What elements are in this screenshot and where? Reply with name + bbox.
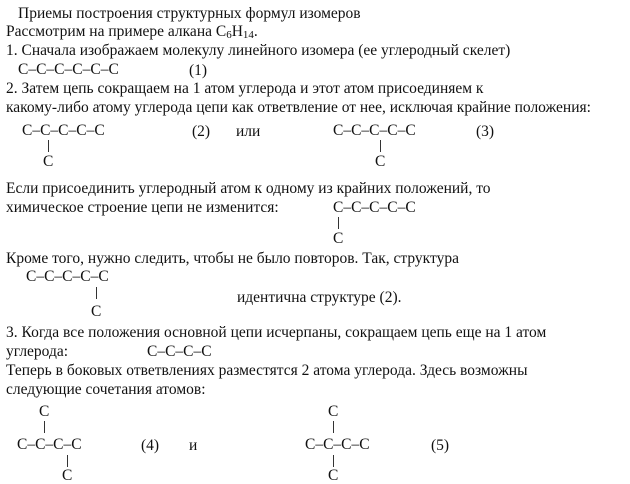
or-word: или bbox=[236, 123, 261, 140]
branch-3: C bbox=[375, 153, 386, 170]
chain-end-position: C–C–C–C–C bbox=[333, 199, 416, 216]
structure5-bond-top bbox=[333, 421, 334, 433]
intro-line bbox=[6, 24, 258, 41]
document-title: Приемы построения структурных формул изомеров bbox=[18, 5, 361, 22]
alkane-formula: $C_6H_{14}$. bbox=[215, 23, 258, 41]
repeat-line: Кроме того, нужно следить, чтобы не было повторов. Так, структура bbox=[6, 250, 459, 267]
identical-note: идентична структуре (2). bbox=[237, 289, 402, 306]
structure5-chain: C–C–C–C bbox=[305, 436, 370, 453]
chain-repeat: C–C–C–C–C bbox=[26, 268, 109, 285]
branch-bond-2 bbox=[48, 140, 49, 152]
formula-number-5: (5) bbox=[431, 437, 450, 454]
chain-1: C–C–C–C–C–C bbox=[18, 61, 119, 78]
branch-bond-repeat bbox=[96, 287, 97, 299]
end-position-line2: химическое строение цепи не изменится: bbox=[6, 199, 279, 216]
step3-line2: углерода: bbox=[6, 343, 69, 360]
branch-2: C bbox=[43, 153, 54, 170]
branch-bond-end bbox=[338, 217, 339, 229]
intro-text: Рассмотрим на примере алкана bbox=[6, 23, 212, 40]
step3-line4: следующие сочетания атомов: bbox=[6, 381, 206, 398]
formula-number-2: (2) bbox=[192, 123, 211, 140]
structure5-bond-bottom bbox=[333, 455, 334, 467]
and-word: и bbox=[189, 437, 198, 454]
formula-number-3: (3) bbox=[476, 123, 495, 140]
structure4-bond-top bbox=[44, 421, 45, 433]
structure4-top: C bbox=[39, 403, 50, 420]
chain-4-base: C–C–C–C bbox=[147, 343, 212, 360]
structure4-bottom: C bbox=[62, 467, 73, 484]
step1-text: 1. Сначала изображаем молекулу линейного изомера (ее углеродный скелет) bbox=[6, 42, 511, 59]
branch-bond-3 bbox=[380, 140, 381, 152]
step2-line1: 2. Затем цепь сокращаем на 1 атом углерода и этот атом присоединяем к bbox=[6, 80, 484, 97]
formula-number-4: (4) bbox=[141, 437, 160, 454]
branch-end-position: C bbox=[333, 230, 344, 247]
branch-repeat: C bbox=[91, 303, 102, 320]
chain-3: C–C–C–C–C bbox=[333, 122, 416, 139]
structure5-top: C bbox=[328, 403, 339, 420]
structure4-bond-bottom bbox=[67, 455, 68, 467]
chain-2: C–C–C–C–C bbox=[22, 122, 105, 139]
structure4-chain: C–C–C–C bbox=[17, 436, 82, 453]
end-position-line1: Если присоединить углеродный атом к одному из крайних положений, то bbox=[6, 180, 491, 197]
step3-line1: 3. Когда все положения основной цепи исчерпаны, сокращаем цепь еще на 1 атом bbox=[6, 324, 547, 341]
formula-number-1: (1) bbox=[189, 62, 208, 79]
structure5-bottom: C bbox=[328, 467, 339, 484]
step3-line3: Теперь в боковых ответвлениях разместятся 2 атома углерода. Здесь возможны bbox=[6, 362, 528, 379]
step2-line2: какому-либо атому углерода цепи как ответвление от нее, исключая крайние положения: bbox=[6, 99, 591, 116]
